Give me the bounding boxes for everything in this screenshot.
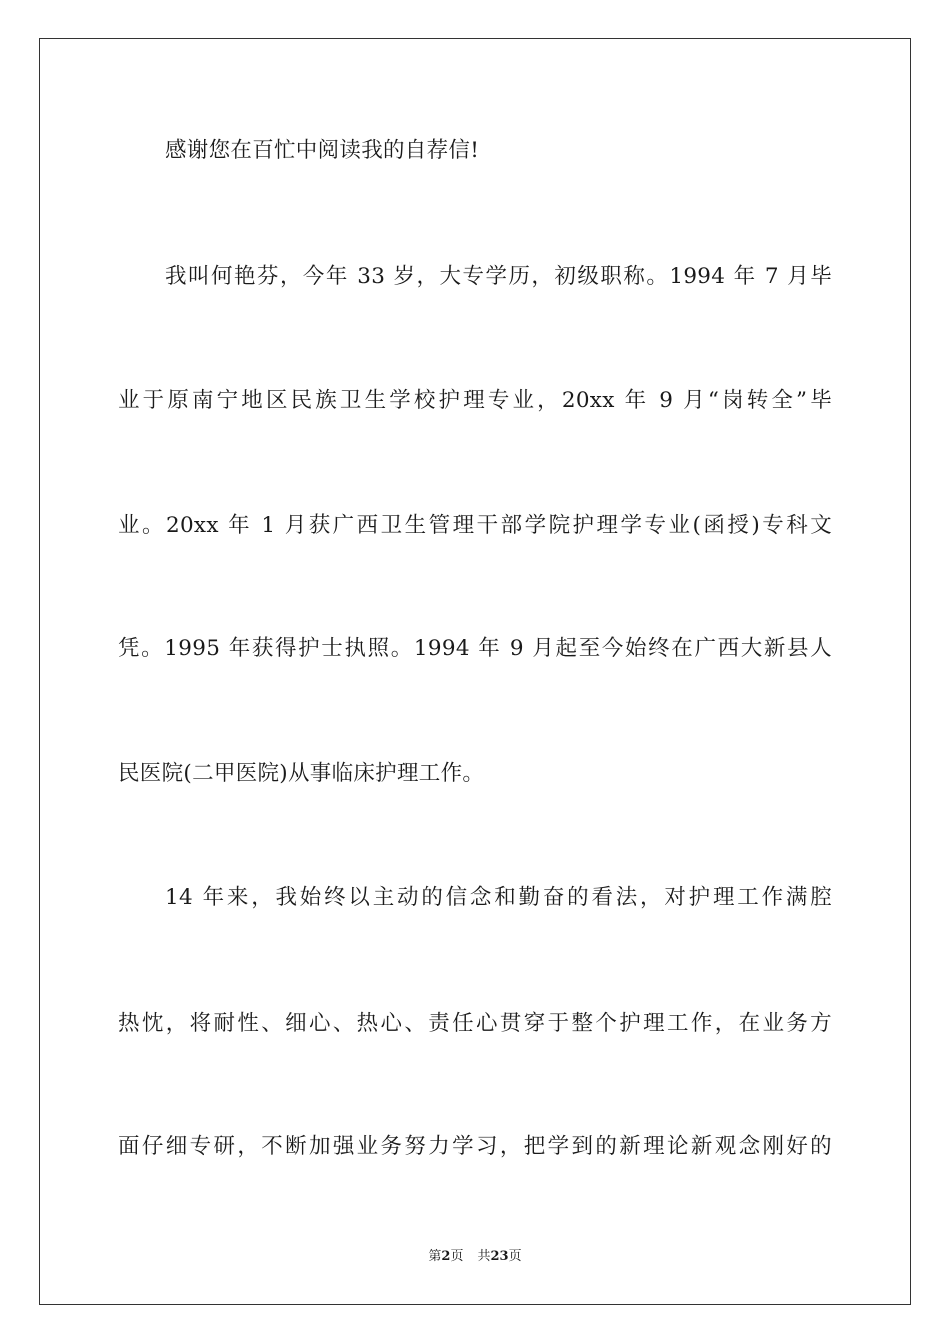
page-number: 2 [441,1249,451,1264]
page-border [39,38,911,1305]
paragraph-line: 民医院(二甲医院)从事临床护理工作。 [118,761,485,786]
total-prefix: 共 [477,1249,491,1264]
paragraph-line: 我叫何艳芬，今年 33 岁，大专学历，初级职称。1994 年 7 月毕 [165,264,832,289]
page-suffix: 页 [450,1249,464,1264]
paragraph-line: 热忱，将耐性、细心、热心、责任心贯穿于整个护理工作，在业务方 [118,1011,832,1036]
paragraph-line: 感谢您在百忙中阅读我的自荐信! [165,138,480,163]
paragraph-line: 凭。1995 年获得护士执照。1994 年 9 月起至今始终在广西大新县人 [118,636,832,661]
paragraph-line: 业于原南宁地区民族卫生学校护理专业，20xx 年 9 月“岗转全”毕 [118,388,832,413]
page-prefix: 第 [428,1249,442,1264]
total-pages: 23 [490,1249,509,1264]
page-footer [0,1248,950,1266]
paragraph-line: 面仔细专研，不断加强业务努力学习，把学到的新理论新观念刚好的 [118,1134,832,1159]
paragraph-line: 业。20xx 年 1 月获广西卫生管理干部学院护理学专业(函授)专科文 [118,513,832,538]
paragraph-line: 14 年来，我始终以主动的信念和勤奋的看法，对护理工作满腔 [165,885,832,910]
total-suffix: 页 [508,1249,522,1264]
